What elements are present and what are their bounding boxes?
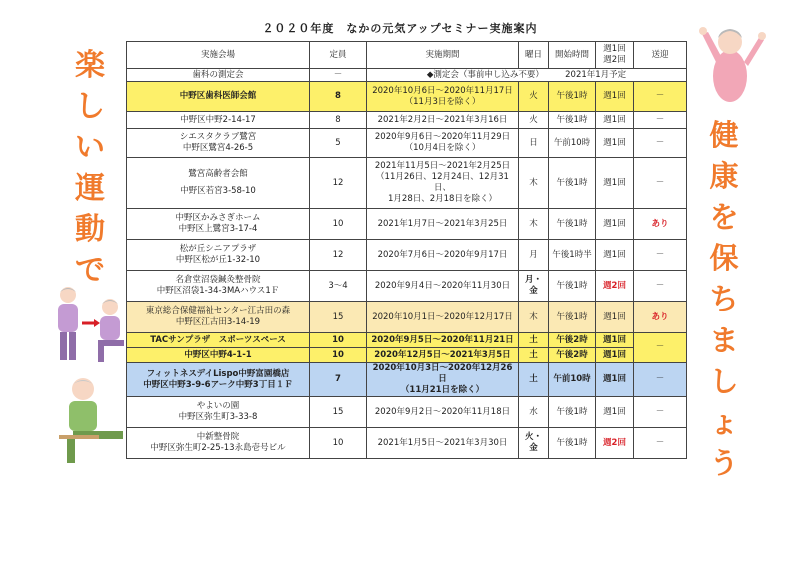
period-cell: [367, 129, 519, 158]
capacity-cell: 12: [310, 158, 367, 209]
period-line: 2020年10月3日～2020年12月26日: [372, 363, 513, 384]
period-cell: 2020年7月6日～2020年9月17日: [367, 240, 519, 271]
day-cell: 土: [519, 363, 549, 397]
page-title: ２０２０年度 なかの元気アップセミナー実施案内: [262, 22, 538, 35]
header-frequency-1: 週1回: [603, 44, 626, 54]
venue-cell: TACサンプラザ スポーツスペース: [127, 333, 310, 348]
venue-address: 中野区江古田3-14-19: [175, 317, 261, 327]
venue-cell: [127, 397, 310, 428]
period-cell: 2020年10月1日～2020年12月17日: [367, 302, 519, 333]
period-line: 1月28日、2月18日を除く）: [388, 194, 497, 204]
transport-cell: －: [634, 397, 687, 428]
venue-address: 中野区松が丘1-32-10: [175, 255, 261, 265]
start-time-cell: 午後1時: [549, 397, 596, 428]
venue-cell: [127, 428, 310, 459]
period-line: （11月3日を除く）: [404, 96, 481, 107]
day-cell: 木: [519, 158, 549, 209]
period-cell: 2020年12月5日～2021年3月5日: [367, 348, 519, 363]
start-time-cell: 午後1時半: [549, 240, 596, 271]
venue-name: 東京総合保健福祉センター江古田の森: [145, 306, 291, 316]
venue-name: 名倉堂沼袋鍼灸整骨院: [175, 275, 261, 285]
dental-note: [367, 69, 687, 82]
capacity-cell: 15: [310, 397, 367, 428]
venue-cell: [127, 158, 310, 209]
day-cell: 木: [519, 302, 549, 333]
capacity-cell: 8: [310, 82, 367, 112]
slogan-char: で: [75, 253, 105, 288]
table-row: [127, 240, 687, 271]
venue-address: 中野区上鷺宮3-17-4: [178, 224, 258, 234]
frequency-cell: 週2回: [596, 271, 634, 302]
frequency-cell: 週1回: [596, 129, 634, 158]
venue-name: 中新整骨院: [196, 432, 240, 442]
table-row: [127, 112, 687, 129]
start-time-cell: 午後2時: [549, 333, 596, 348]
table-header-row: [127, 42, 687, 69]
day-cell: 土: [519, 348, 549, 363]
slogan-char: ち: [709, 282, 739, 316]
venue-cell: [127, 271, 310, 302]
transport-cell: －: [634, 271, 687, 302]
table-row: [127, 397, 687, 428]
transport-cell: －: [634, 240, 687, 271]
leg-raise-man-illustration: [55, 375, 127, 465]
dental-label: 歯科の測定会: [127, 69, 310, 82]
header-transport: 送迎: [634, 42, 687, 69]
venue-name: 鷺宮高齢者会館: [188, 169, 248, 179]
slogan-char: 保: [709, 241, 739, 275]
right-slogan: [704, 115, 744, 484]
period-line: （10月4日を除く）: [404, 143, 481, 153]
frequency-cell: 週1回: [596, 348, 634, 363]
table-row: [127, 428, 687, 459]
slogan-char: ょ: [709, 405, 739, 439]
venue-cell: [127, 240, 310, 271]
start-time-cell: 午後1時: [549, 82, 596, 112]
transport-cell: －: [634, 112, 687, 129]
table-row: [127, 158, 687, 209]
venue-address: 中野区中野3-9-6アーク中野3丁目１Ｆ: [143, 379, 293, 390]
day-cell: 土: [519, 333, 549, 348]
day-cell: 火: [519, 112, 549, 129]
start-time-cell: 午後1時: [549, 158, 596, 209]
period-cell: 2021年2月2日～2021年3月16日: [367, 112, 519, 129]
venue-address: 中野区沼袋1-34-3MAハウス1Ｆ: [156, 286, 280, 296]
frequency-cell: 週1回: [596, 363, 634, 397]
slogan-char: し: [709, 364, 739, 398]
slogan-char: を: [709, 200, 739, 234]
day-cell: 火・金: [519, 428, 549, 459]
period-line: 2021年11月5日～2021年2月25日: [374, 161, 511, 171]
dental-note-text: ◆測定会（事前申し込み不要）: [426, 69, 540, 80]
period-line: （11月26日、12月24日、12月31日、: [376, 172, 509, 193]
day-cell: 月・金: [519, 271, 549, 302]
capacity-cell: 10: [310, 333, 367, 348]
dental-measurement-row: [127, 69, 687, 82]
start-time-cell: 午後1時: [549, 112, 596, 129]
frequency-cell: 週1回: [596, 240, 634, 271]
header-period: 実施期間: [367, 42, 519, 69]
venue-name: やよいの園: [196, 401, 240, 411]
transport-cell: －: [634, 82, 687, 112]
frequency-cell: 週1回: [596, 209, 634, 240]
capacity-cell: 3～4: [310, 271, 367, 302]
stretching-woman-illustration: [690, 18, 770, 108]
capacity-cell: 10: [310, 209, 367, 240]
capacity-cell: 10: [310, 428, 367, 459]
header-capacity: 定員: [310, 42, 367, 69]
venue-address: 中野区鷺宮4-26-5: [182, 143, 254, 153]
transport-cell: －: [634, 129, 687, 158]
venue-name: 中野区かみさぎホーム: [175, 213, 261, 223]
period-cell: [367, 82, 519, 112]
slogan-char: 動: [75, 212, 105, 247]
transport-cell: －: [634, 363, 687, 397]
venue-cell: [127, 363, 310, 397]
period-line: 2020年9月6日～2020年11月29日: [374, 132, 511, 142]
capacity-cell: 8: [310, 112, 367, 129]
dental-schedule: 2021年1月予定: [565, 69, 627, 80]
table-row: [127, 348, 687, 363]
start-time-cell: 午後1時: [549, 209, 596, 240]
period-cell: [367, 363, 519, 397]
capacity-cell: 10: [310, 348, 367, 363]
capacity-cell: 5: [310, 129, 367, 158]
left-slogan: [70, 45, 110, 291]
frequency-cell: 週1回: [596, 397, 634, 428]
venue-address: 中野区弥生町2-25-13永島壱号ビル: [150, 443, 286, 453]
period-cell: 2020年9月5日～2020年11月21日: [367, 333, 519, 348]
start-time-cell: 午後1時: [549, 302, 596, 333]
start-time-cell: 午後2時: [549, 348, 596, 363]
day-cell: 水: [519, 397, 549, 428]
slogan-char: う: [709, 446, 739, 480]
table-row: [127, 129, 687, 158]
capacity-cell: 7: [310, 363, 367, 397]
slogan-char: 康: [709, 159, 739, 193]
venue-cell: 中野区中野2-14-17: [127, 112, 310, 129]
period-cell: 2020年9月2日～2020年11月18日: [367, 397, 519, 428]
capacity-cell: 12: [310, 240, 367, 271]
frequency-cell: 週2回: [596, 428, 634, 459]
venue-cell: [127, 209, 310, 240]
seniors-exercise-illustration: [50, 285, 128, 365]
venue-address: 中野区若宮3-58-10: [180, 186, 256, 196]
transport-cell: －: [634, 158, 687, 209]
venue-name: 松が丘シニアプラザ: [179, 244, 257, 254]
frequency-cell: 週1回: [596, 82, 634, 112]
venue-name: フィットネスデイLispo中野富園橋店: [146, 368, 290, 379]
transport-cell: あり: [634, 302, 687, 333]
table-row: [127, 209, 687, 240]
day-cell: 日: [519, 129, 549, 158]
frequency-cell: 週1回: [596, 112, 634, 129]
transport-cell: あり: [634, 209, 687, 240]
capacity-cell: 15: [310, 302, 367, 333]
start-time-cell: 午後1時: [549, 271, 596, 302]
table-row: [127, 333, 687, 348]
period-cell: 2021年1月5日～2021年3月30日: [367, 428, 519, 459]
period-cell: 2021年1月7日～2021年3月25日: [367, 209, 519, 240]
day-cell: 月: [519, 240, 549, 271]
seminar-schedule-table: [126, 41, 687, 459]
frequency-cell: 週1回: [596, 302, 634, 333]
header-day: 曜日: [519, 42, 549, 69]
start-time-cell: 午前10時: [549, 129, 596, 158]
frequency-cell: 週1回: [596, 158, 634, 209]
venue-cell: [127, 302, 310, 333]
period-cell: 2020年9月4日～2020年11月30日: [367, 271, 519, 302]
header-venue: 実施会場: [127, 42, 310, 69]
dental-capacity: －: [310, 69, 367, 82]
slogan-char: 健: [709, 118, 739, 152]
venue-name: シエスタクラブ鷺宮: [179, 132, 257, 142]
start-time-cell: 午前10時: [549, 363, 596, 397]
frequency-cell: 週1回: [596, 333, 634, 348]
slogan-char: 運: [75, 171, 105, 206]
table-row: [127, 271, 687, 302]
venue-address: 中野区弥生町3-33-8: [178, 412, 258, 422]
start-time-cell: 午後1時: [549, 428, 596, 459]
day-cell: 木: [519, 209, 549, 240]
venue-cell: 中野区歯科医師会館: [127, 82, 310, 112]
transport-cell: －: [634, 428, 687, 459]
table-row: [127, 363, 687, 397]
slogan-char: 楽: [75, 48, 105, 83]
venue-cell: [127, 129, 310, 158]
slogan-char: し: [75, 89, 105, 124]
slogan-char: い: [75, 130, 105, 165]
period-cell: [367, 158, 519, 209]
period-line: 2020年10月6日～2020年11月17日: [372, 85, 513, 96]
table-row: [127, 82, 687, 112]
day-cell: 火: [519, 82, 549, 112]
period-line: （11月21日を除く）: [400, 385, 485, 395]
venue-cell: 中野区中野4-1-1: [127, 348, 310, 363]
header-frequency: [596, 42, 634, 69]
table-row: [127, 302, 687, 333]
transport-cell: －: [634, 333, 687, 363]
slogan-char: ま: [709, 323, 739, 357]
header-start-time: 開始時間: [549, 42, 596, 69]
header-frequency-2: 週2回: [603, 55, 626, 65]
